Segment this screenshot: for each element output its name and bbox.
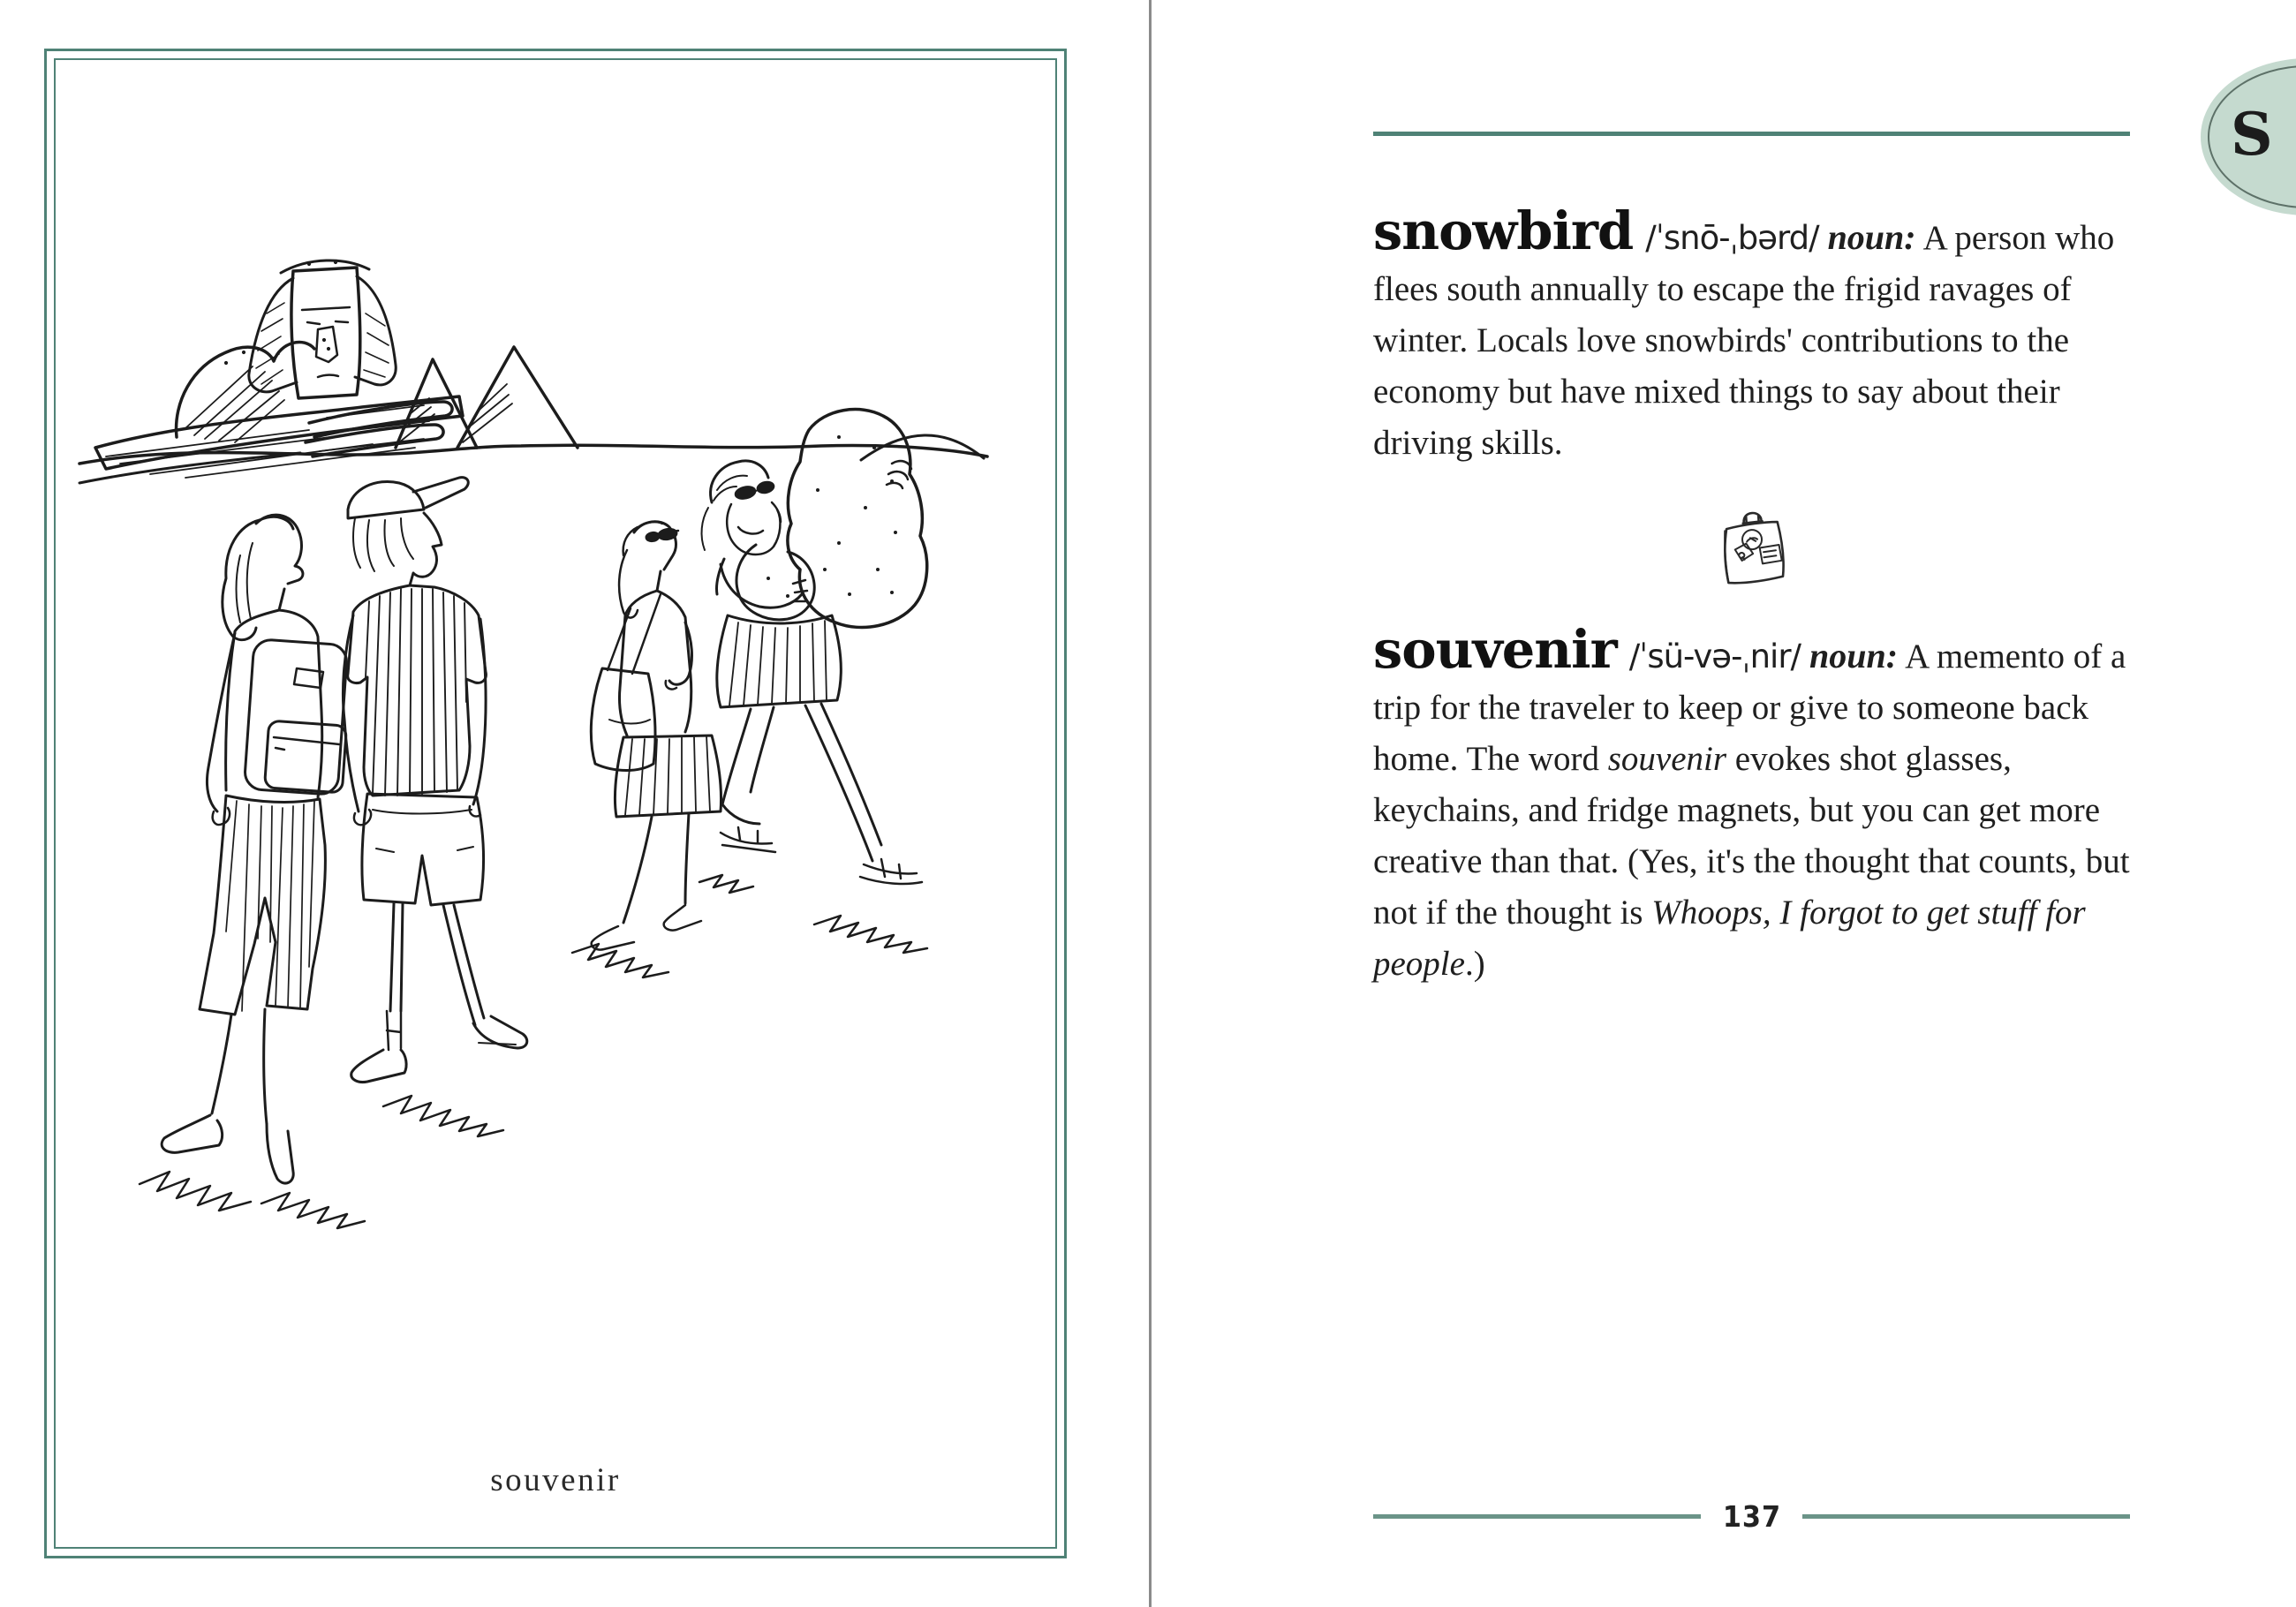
- page-gutter-divider: [1149, 0, 1152, 1607]
- entry-definition: A person who flees south annually to escape the frigid ravages of winter. Locals love snowbirds' contributions to the economy but have mixed things to say about their driving skills.: [1373, 219, 2115, 462]
- entry-headword: souvenir: [1373, 619, 1617, 680]
- page-number: 137: [1722, 1498, 1781, 1534]
- letter-thumb-tab: [2201, 58, 2296, 215]
- suitcase-icon: [1716, 508, 1792, 589]
- section-top-rule: [1373, 132, 2130, 136]
- thumb-tab-letter: S: [2231, 99, 2273, 169]
- illustration-caption: souvenir: [490, 1462, 621, 1498]
- page-footer: [1373, 1496, 2130, 1536]
- entry-headword: snowbird: [1373, 200, 1634, 261]
- entry-definition: A memento of a trip for the traveler to keep or give to someone back home. The word souvenir evokes shot glasses, keychains, and fridge magnets, but you can get more creative than that. (Yes, it's the thought that counts, but not if the thought is Whoops, I forgot to get stuff for people.): [1373, 638, 2130, 983]
- entry-pronunciation: /ˈsnō-ˌbərd/: [1645, 219, 1819, 257]
- entry-divider: [1373, 508, 2134, 589]
- dictionary-entries: [1373, 200, 2134, 990]
- entry-part-of-speech: noun:: [1809, 636, 1899, 675]
- footer-rule-right: [1802, 1514, 2130, 1519]
- entry-souvenir: [1373, 619, 2134, 990]
- footer-rule-left: [1373, 1514, 1701, 1519]
- entry-pronunciation: /ˈsü-və-ˌnir/: [1628, 638, 1801, 675]
- sphinx-tourists-illustration: [44, 49, 1067, 1558]
- entry-part-of-speech: noun:: [1827, 217, 1916, 257]
- entry-snowbird: [1373, 200, 2134, 469]
